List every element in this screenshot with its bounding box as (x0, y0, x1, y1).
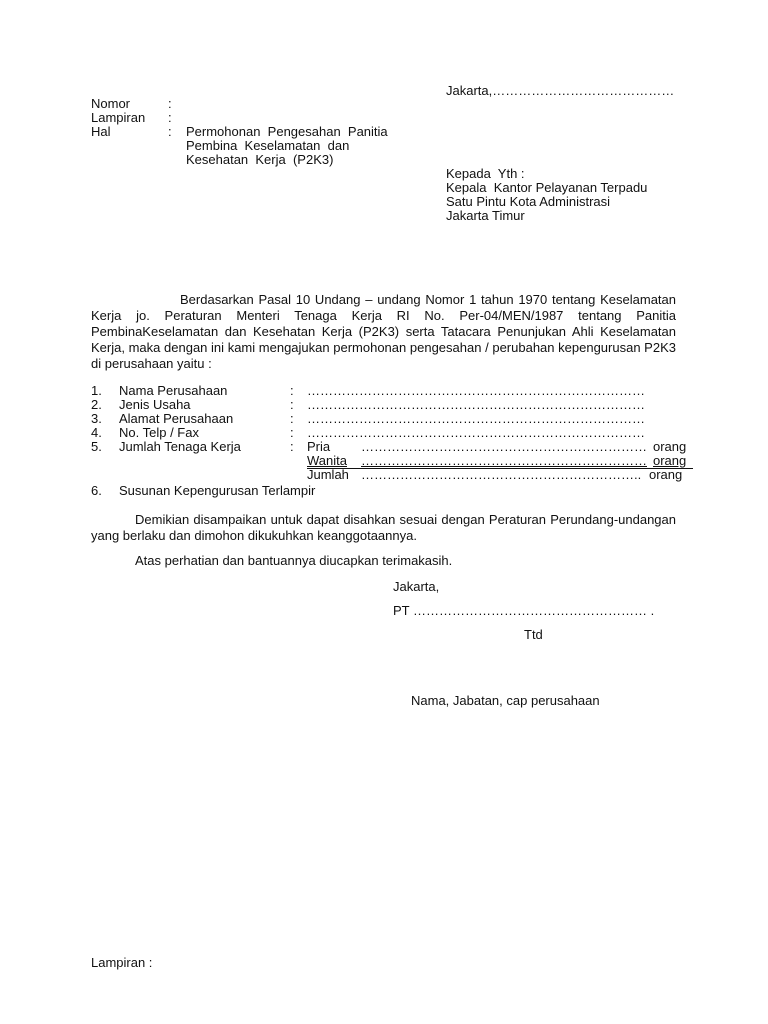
worker-dots-jumlah: ……………………………………………………….. (361, 467, 642, 482)
signature-company: PT ……………………………………………… . (393, 603, 655, 618)
list-num-6: 6. (91, 483, 102, 498)
list-dots-1: …………………………………………………………………… (307, 383, 645, 398)
list-colon-2: : (290, 397, 294, 412)
list-num-3: 3. (91, 411, 102, 426)
nomor-colon: : (168, 96, 172, 111)
recipient-line-3: Satu Pintu Kota Administrasi (446, 194, 611, 209)
signature-name-line: Nama, Jabatan, cap perusahaan (411, 693, 600, 708)
hal-line-3: Kesehatan Kerja (P2K3) (186, 152, 334, 167)
hal-line-1: Permohonan Pengesahan Panitia (186, 124, 388, 139)
hal-label: Hal (91, 124, 111, 139)
place-date: Jakarta,…………………………………… (446, 83, 675, 98)
hal-line-2: Pembina Keselamatan dan (186, 138, 350, 153)
list-label-5: Jumlah Tenaga Kerja (119, 439, 241, 454)
worker-label-jumlah: Jumlah (307, 467, 349, 482)
list-colon-5: : (290, 439, 294, 454)
list-label-4: No. Telp / Fax (119, 425, 199, 440)
list-label-2: Jenis Usaha (119, 397, 191, 412)
worker-dots-pria: ………………………………………………………… (361, 439, 647, 454)
list-num-2: 2. (91, 397, 102, 412)
worker-label-pria: Pria (307, 439, 331, 454)
worker-unit-jumlah: orang (649, 467, 683, 482)
recipient-line-1: Kepada Yth : (446, 166, 525, 181)
list-num-5: 5. (91, 439, 102, 454)
lampiran-label: Lampiran (91, 110, 146, 125)
list-label-1: Nama Perusahaan (119, 383, 228, 398)
list-num-1: 1. (91, 383, 102, 398)
list-colon-3: : (290, 411, 294, 426)
lampiran-colon: : (168, 110, 172, 125)
signature-ttd: Ttd (524, 627, 543, 642)
recipient-line-4: Jakarta Timur (446, 208, 525, 223)
list-num-4: 4. (91, 425, 102, 440)
signature-place: Jakarta, (393, 579, 440, 594)
worker-unit-pria: orang (653, 439, 687, 454)
list-label-6: Susunan Kepengurusan Terlampir (119, 483, 316, 498)
worker-dots-wanita: ………………………………………………………… (361, 453, 647, 468)
thanks-paragraph: Atas perhatian dan bantuannya diucapkan terimakasih. (135, 553, 453, 568)
worker-label-wanita: Wanita (307, 453, 347, 468)
list-dots-2: …………………………………………………………………… (307, 397, 645, 412)
list-label-3: Alamat Perusahaan (119, 411, 234, 426)
footer-lampiran: Lampiran : (91, 955, 153, 970)
list-dots-4: …………………………………………………………………… (307, 425, 645, 440)
nomor-label: Nomor (91, 96, 131, 111)
closing-paragraph: Demikian disampaikan untuk dapat disahkan sesuai dengan Peraturan Perundang-undangan yang berlaku dan dimohon dikukuhkan keanggotaannya. (91, 512, 676, 543)
hal-colon: : (168, 124, 172, 139)
opening-paragraph: Berdasarkan Pasal 10 Undang – undang Nomor 1 tahun 1970 tentang Keselamatan Kerja jo. Peraturan Menteri Tenaga Kerja RI No. Per-04/MEN/1987 tentang Panitia PembinaKeselamatan dan Kesehatan Kerja (P2K3) serta Tatacara Penunjukan Ahli Keselamatan Kerja, maka dengan ini kami mengajukan permohonan pengesahan / perubahan kepengurusan P2K3 di perusahaan yaitu : (91, 292, 676, 371)
recipient-line-2: Kepala Kantor Pelayanan Terpadu (446, 180, 648, 195)
worker-unit-wanita: orang (653, 453, 687, 468)
list-colon-4: : (290, 425, 294, 440)
list-dots-3: …………………………………………………………………… (307, 411, 645, 426)
list-colon-1: : (290, 383, 294, 398)
